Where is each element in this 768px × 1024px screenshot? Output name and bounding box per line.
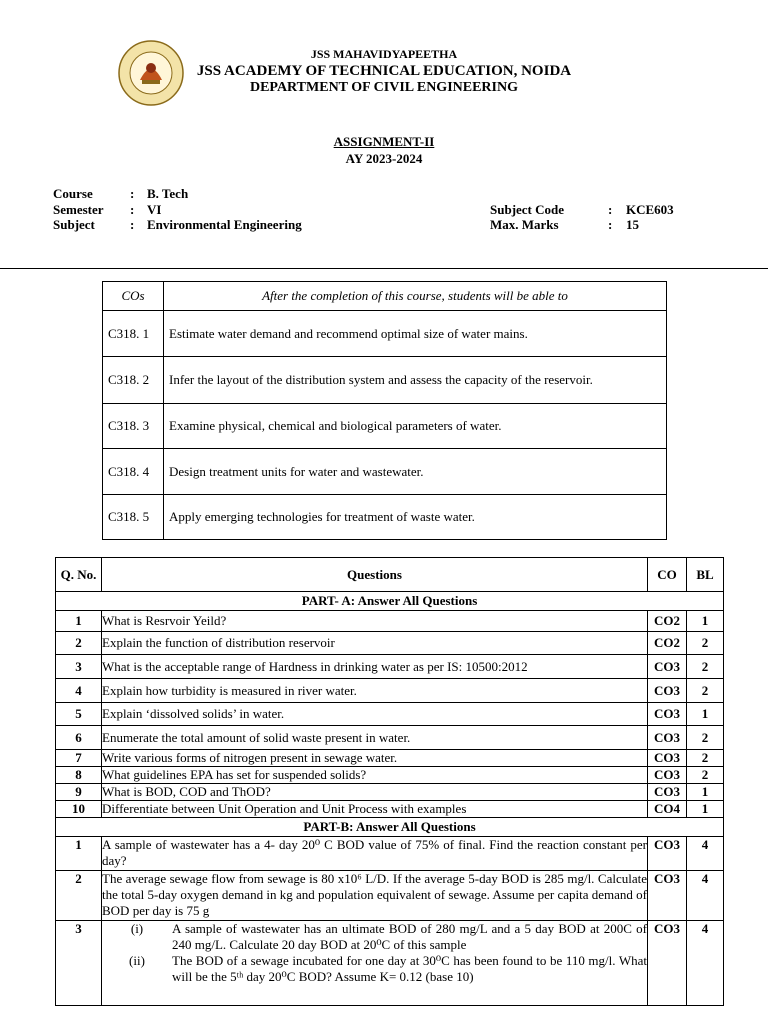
co-text: Estimate water demand and recommend optimal size of water mains. xyxy=(164,311,667,357)
subject-code-value: KCE603 xyxy=(626,202,674,217)
question-text: What guidelines EPA has set for suspended solids? xyxy=(102,767,648,784)
divider xyxy=(0,268,768,269)
co-text: Design treatment units for water and wastewater. xyxy=(164,449,667,495)
question-co: CO3 xyxy=(648,655,687,679)
question-row xyxy=(56,784,724,801)
course-value: B. Tech xyxy=(147,186,189,201)
question-row xyxy=(56,767,724,784)
question-co: CO2 xyxy=(648,611,687,632)
cos-row xyxy=(103,449,667,495)
question-text-multi xyxy=(102,921,648,1006)
question-number: 3 xyxy=(56,655,102,679)
question-number: 10 xyxy=(56,801,102,818)
question-row xyxy=(56,726,724,750)
question-text: Explain ‘dissolved solids’ in water. xyxy=(102,703,648,726)
sub-question-number: (ii) xyxy=(129,953,145,968)
cos-header-co: COs xyxy=(103,282,164,311)
question-co: CO4 xyxy=(648,801,687,818)
question-bl: 2 xyxy=(687,655,724,679)
max-marks-label: Max. Marks xyxy=(490,217,559,232)
question-bl: 1 xyxy=(687,703,724,726)
question-number: 7 xyxy=(56,750,102,767)
part-a-title-row xyxy=(56,592,724,611)
question-co: CO3 xyxy=(648,750,687,767)
question-co: CO3 xyxy=(648,726,687,750)
question-number: 1 xyxy=(56,837,102,871)
question-number: 2 xyxy=(56,632,102,655)
bl-header: BL xyxy=(687,558,724,592)
subject-value: Environmental Engineering xyxy=(147,217,302,232)
co-id: C318. 1 xyxy=(103,311,164,357)
part-b-title: PART-B: Answer All Questions xyxy=(56,818,724,837)
question-text: The average sewage flow from sewage is 80 x10⁶ L/D. If the average 5-day BOD is 285 mg/l. Calculate the total 5-day oxygen demand in kg and population equivalent of sewage. Assume per capita demand of BOD per day is 75 g xyxy=(102,871,648,921)
questions-table xyxy=(55,557,724,1006)
institute-name: JSS ACADEMY OF TECHNICAL EDUCATION, NOIDA xyxy=(196,63,572,79)
question-number: 8 xyxy=(56,767,102,784)
question-row xyxy=(56,801,724,818)
question-co: CO3 xyxy=(648,703,687,726)
question-bl: 1 xyxy=(687,611,724,632)
question-number: 2 xyxy=(56,871,102,921)
cos-row xyxy=(103,311,667,357)
semester-label: Semester xyxy=(53,202,104,217)
part-b-title-row xyxy=(56,818,724,837)
sub-question xyxy=(102,953,647,985)
sub-question-number: (i) xyxy=(130,921,144,936)
cos-row xyxy=(103,404,667,449)
question-number: 6 xyxy=(56,726,102,750)
cos-header-desc: After the completion of this course, students will be able to xyxy=(164,282,667,311)
sub-question-text: A sample of wastewater has an ultimate BOD of 280 mg/L and a 5 day BOD at 200C of 240 mg/L. Calculate 20 day BOD at 20⁰C of this sample xyxy=(172,921,647,952)
question-co: CO3 xyxy=(648,679,687,703)
question-co: CO3 xyxy=(648,767,687,784)
subject-label: Subject xyxy=(53,217,95,232)
part-a-title: PART- A: Answer All Questions xyxy=(56,592,724,611)
question-bl: 4 xyxy=(687,871,724,921)
question-text: What is BOD, COD and ThOD? xyxy=(102,784,648,801)
cos-row xyxy=(103,495,667,540)
co-id: C318. 3 xyxy=(103,404,164,449)
question-co: CO3 xyxy=(648,784,687,801)
question-row xyxy=(56,837,724,871)
semester-value: VI xyxy=(147,202,162,217)
question-row xyxy=(56,703,724,726)
question-co: CO2 xyxy=(648,632,687,655)
question-row xyxy=(56,611,724,632)
question-text: What is Resrvoir Yeild? xyxy=(102,611,648,632)
questions-header-row xyxy=(56,558,724,592)
sep: : xyxy=(608,217,613,232)
question-bl: 2 xyxy=(687,632,724,655)
question-text: Explain how turbidity is measured in river water. xyxy=(102,679,648,703)
assignment-title: ASSIGNMENT-II xyxy=(333,134,435,149)
question-number: 4 xyxy=(56,679,102,703)
question-text: Explain the function of distribution reservoir xyxy=(102,632,648,655)
sub-question-text: The BOD of a sewage incubated for one day at 30⁰C has been found to be 110 mg/l. What will be the 5ᵗʰ day 20⁰C BOD? Assume K= 0.12 (base 10) xyxy=(172,953,647,984)
question-row xyxy=(56,679,724,703)
cos-header-row xyxy=(103,282,667,311)
org-name: JSS MAHAVIDYAPEETHA xyxy=(310,47,458,61)
co-text: Examine physical, chemical and biological parameters of water. xyxy=(164,404,667,449)
question-bl: 1 xyxy=(687,801,724,818)
question-row xyxy=(56,632,724,655)
question-bl: 2 xyxy=(687,726,724,750)
question-number: 3 xyxy=(56,921,102,1006)
question-row xyxy=(56,921,724,1006)
question-co: CO3 xyxy=(648,921,687,1006)
question-bl: 4 xyxy=(687,837,724,871)
sep: : xyxy=(130,186,135,201)
co-id: C318. 5 xyxy=(103,495,164,540)
course-outcomes-table xyxy=(102,281,667,540)
max-marks-value: 15 xyxy=(626,217,639,232)
subject-code-label: Subject Code xyxy=(490,202,565,217)
question-co: CO3 xyxy=(648,871,687,921)
co-text: Apply emerging technologies for treatment of waste water. xyxy=(164,495,667,540)
question-text: Write various forms of nitrogen present in sewage water. xyxy=(102,750,648,767)
question-number: 5 xyxy=(56,703,102,726)
department-name: DEPARTMENT OF CIVIL ENGINEERING xyxy=(249,80,518,95)
question-text: A sample of wastewater has a 4- day 20⁰ C BOD value of 75% of final. Find the reaction constant per day? xyxy=(102,837,648,871)
question-text: What is the acceptable range of Hardness in drinking water as per IS: 10500:2012 xyxy=(102,655,648,679)
sep: : xyxy=(130,217,135,232)
sep: : xyxy=(608,202,613,217)
co-id: C318. 4 xyxy=(103,449,164,495)
question-header: Questions xyxy=(102,558,648,592)
question-row xyxy=(56,655,724,679)
question-co: CO3 xyxy=(648,837,687,871)
question-bl: 2 xyxy=(687,679,724,703)
question-row xyxy=(56,871,724,921)
sub-question xyxy=(102,921,647,953)
question-bl: 2 xyxy=(687,767,724,784)
sep: : xyxy=(130,202,135,217)
question-text: Enumerate the total amount of solid waste present in water. xyxy=(102,726,648,750)
co-text: Infer the layout of the distribution system and assess the capacity of the reservoir. xyxy=(164,357,667,404)
course-label: Course xyxy=(53,186,93,201)
question-bl: 2 xyxy=(687,750,724,767)
question-number: 9 xyxy=(56,784,102,801)
co-id: C318. 2 xyxy=(103,357,164,404)
cos-row xyxy=(103,357,667,404)
question-row xyxy=(56,750,724,767)
qno-header: Q. No. xyxy=(56,558,102,592)
question-bl: 4 xyxy=(687,921,724,1006)
question-bl: 1 xyxy=(687,784,724,801)
co-header: CO xyxy=(648,558,687,592)
question-text: Differentiate between Unit Operation and Unit Process with examples xyxy=(102,801,648,818)
academic-year: AY 2023-2024 xyxy=(345,151,423,166)
question-number: 1 xyxy=(56,611,102,632)
